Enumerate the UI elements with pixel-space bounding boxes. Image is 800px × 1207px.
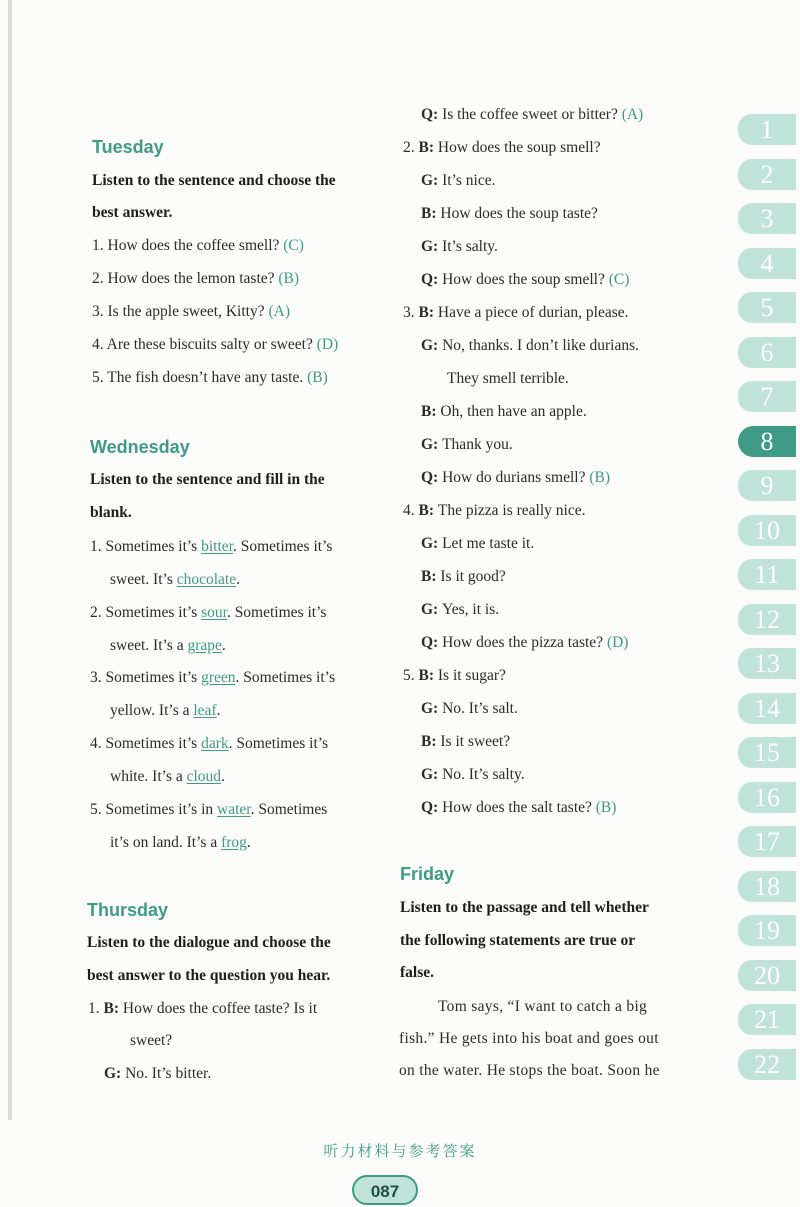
thursday-dialogue-line	[421, 567, 506, 587]
wednesday-instruction-2: blank.	[90, 504, 132, 521]
unit-tab-12[interactable]: 12	[738, 604, 796, 635]
unit-tab-1[interactable]: 1	[738, 114, 796, 145]
thursday-heading: Thursday	[87, 900, 169, 920]
unit-tab-2[interactable]: 2	[738, 159, 796, 190]
dialogue-text: How does the soup smell?	[442, 271, 605, 288]
thursday-dialogue-line	[421, 105, 643, 125]
thursday-dialogue-line	[421, 204, 598, 224]
thursday-dialogue-line	[421, 732, 510, 752]
speaker-label: B:	[421, 205, 441, 222]
speaker-label: Q:	[421, 271, 443, 288]
unit-tab-10[interactable]: 10	[738, 515, 796, 546]
wednesday-item-line2	[110, 833, 251, 853]
tuesday-item	[92, 302, 290, 322]
speaker-label: G:	[421, 238, 443, 255]
item-text: 5. Sometimes it’s in	[90, 801, 218, 818]
speaker-label: Q:	[421, 469, 443, 486]
dialogue-text: Is it sweet?	[440, 733, 511, 750]
friday-instruction-1: Listen to the passage and tell whether	[400, 899, 649, 916]
item-text: .	[246, 834, 251, 851]
answer-choice: (B)	[307, 369, 328, 386]
footer-title: 听力材料与参考答案	[323, 1142, 477, 1160]
fill-answer: water	[217, 801, 251, 818]
thursday-dialogue-line	[421, 798, 616, 818]
fill-answer: leaf	[193, 702, 217, 719]
unit-tab-16[interactable]: 16	[738, 782, 796, 813]
item-text: .	[221, 637, 226, 654]
item-text: 4. Sometimes it’s	[90, 735, 202, 752]
fill-answer: sour	[201, 604, 227, 621]
thursday-dialogue-line	[421, 468, 610, 488]
unit-tab-11[interactable]: 11	[738, 559, 796, 590]
fill-answer: frog	[221, 834, 247, 851]
thursday-dialogue-line	[403, 666, 506, 686]
dialogue-text: No. It’s salty.	[442, 766, 525, 783]
thursday-dialogue-line	[421, 435, 513, 455]
thursday-dialogue-line	[403, 501, 585, 521]
fill-answer: chocolate	[176, 571, 237, 588]
speaker-label: B:	[418, 304, 438, 321]
speaker-label: G:	[421, 700, 443, 717]
thursday-dialogue-line	[104, 1064, 211, 1084]
unit-tab-13[interactable]: 13	[738, 648, 796, 679]
item-text: 3. Is the apple sweet, Kitty?	[92, 303, 269, 320]
speaker-label: G:	[421, 436, 443, 453]
speaker-label: B:	[418, 667, 438, 684]
speaker-label: G:	[421, 535, 443, 552]
dialogue-text: Is the coffee sweet or bitter?	[442, 106, 618, 123]
tuesday-item	[92, 368, 328, 388]
dialogue-text: It’s salty.	[442, 238, 498, 255]
item-text: 1. How does the coffee smell?	[92, 237, 284, 254]
unit-tab-4[interactable]: 4	[738, 248, 796, 279]
fill-answer: green	[201, 669, 236, 686]
dialogue-text: Yes, it is.	[442, 601, 500, 618]
answer-choice: (C)	[604, 271, 630, 288]
unit-tab-8[interactable]: 8	[738, 426, 796, 457]
dialogue-text: It’s nice.	[442, 172, 496, 189]
thursday-dialogue-line	[421, 765, 525, 785]
answer-choice: (A)	[617, 106, 644, 123]
speaker-label: G:	[104, 1065, 126, 1082]
item-text: 5. The fish doesn’t have any taste.	[92, 369, 308, 386]
wednesday-item-line1	[90, 537, 332, 557]
item-text: 4. Are these biscuits salty or sweet?	[92, 336, 317, 353]
wednesday-item-line2	[110, 701, 220, 721]
speaker-label: B:	[421, 733, 441, 750]
unit-tab-20[interactable]: 20	[738, 960, 796, 991]
answer-choice: (D)	[316, 336, 339, 353]
speaker-label: Q:	[421, 106, 443, 123]
item-number: 3.	[403, 304, 419, 321]
unit-tab-21[interactable]: 21	[738, 1004, 796, 1035]
friday-instruction-3: false.	[400, 964, 435, 981]
item-text: 2. How does the lemon taste?	[92, 270, 279, 287]
thursday-dialogue-line	[421, 699, 518, 719]
wednesday-item-line1	[90, 734, 328, 754]
dialogue-text: How does the coffee taste? Is it	[122, 1000, 318, 1017]
item-text: . Sometimes it’s	[226, 604, 327, 621]
item-text: . Sometimes	[250, 801, 328, 818]
speaker-label: G:	[421, 172, 443, 189]
passage-line: on the water. He stops the boat. Soon he	[399, 1062, 660, 1079]
tuesday-instruction-1: Listen to the sentence and choose the	[92, 172, 336, 189]
item-text: .	[221, 768, 225, 785]
unit-tab-18[interactable]: 18	[738, 871, 796, 902]
speaker-label: B:	[418, 139, 438, 156]
item-text: . Sometimes it’s	[228, 735, 329, 752]
speaker-label: Q:	[421, 634, 443, 651]
unit-tab-14[interactable]: 14	[738, 693, 796, 724]
friday-heading: Friday	[400, 864, 455, 884]
unit-tab-3[interactable]: 3	[738, 203, 796, 234]
wednesday-item-line1	[90, 603, 326, 623]
answer-choice: (D)	[603, 634, 629, 651]
speaker-label: G:	[421, 337, 443, 354]
dialogue-text: How does the soup smell?	[437, 139, 601, 156]
thursday-dialogue-line	[447, 369, 569, 389]
thursday-dialogue-line	[421, 171, 495, 191]
unit-tab-7[interactable]: 7	[738, 381, 796, 412]
fill-answer: cloud	[186, 768, 222, 785]
tuesday-instruction-2: best answer.	[92, 204, 173, 221]
unit-tab-9[interactable]: 9	[738, 470, 796, 501]
speaker-label: Q:	[421, 799, 443, 816]
unit-tab-17[interactable]: 17	[738, 826, 796, 857]
answer-choice: (B)	[278, 270, 300, 287]
unit-tab-5[interactable]: 5	[738, 292, 796, 323]
thursday-dialogue-line	[421, 600, 499, 620]
speaker-label: B:	[103, 1000, 123, 1017]
tuesday-item	[92, 269, 299, 289]
wednesday-item-line2	[110, 636, 226, 656]
item-text: . Sometimes it’s	[232, 538, 333, 555]
speaker-label: G:	[421, 601, 443, 618]
thursday-dialogue-line	[421, 633, 628, 653]
friday-instruction-2: the following statements are true or	[400, 932, 636, 949]
thursday-dialogue-line	[403, 303, 629, 323]
speaker-label: B:	[421, 568, 441, 585]
dialogue-text: Is it sugar?	[437, 667, 506, 684]
unit-tab-22[interactable]: 22	[738, 1049, 796, 1080]
wednesday-instruction-1: Listen to the sentence and fill in the	[90, 471, 325, 488]
dialogue-text: They smell terrible.	[447, 370, 569, 387]
wednesday-item-line1	[90, 800, 327, 820]
speaker-label: G:	[421, 766, 443, 783]
wednesday-item-line1	[90, 668, 335, 688]
wednesday-item-line2	[110, 570, 240, 590]
unit-tab-6[interactable]: 6	[738, 337, 796, 368]
item-text: 2. Sometimes it’s	[90, 604, 202, 621]
thursday-dialogue-line	[88, 999, 317, 1019]
fill-answer: grape	[187, 637, 222, 654]
thursday-dialogue-line	[421, 237, 498, 257]
thursday-dialogue-line	[421, 402, 587, 422]
item-text: sweet. It’s	[110, 571, 177, 588]
item-number: 1.	[88, 1000, 104, 1017]
dialogue-text: No. It’s salt.	[442, 700, 518, 717]
page-gutter	[8, 0, 12, 1120]
unit-tab-15[interactable]: 15	[738, 737, 796, 768]
item-text: 1. Sometimes it’s	[90, 538, 202, 555]
wednesday-heading: Wednesday	[90, 437, 190, 457]
dialogue-text: Is it good?	[440, 568, 506, 585]
tuesday-item	[92, 335, 338, 355]
thursday-dialogue-line	[130, 1031, 172, 1051]
item-text: it’s on land. It’s a	[110, 834, 222, 851]
item-text: .	[236, 571, 240, 588]
dialogue-text: How does the soup taste?	[440, 205, 598, 222]
dialogue-text: Thank you.	[442, 436, 513, 453]
answer-choice: (A)	[268, 303, 291, 320]
page-number: 087	[352, 1175, 418, 1205]
tuesday-item	[92, 236, 304, 256]
item-text: .	[216, 702, 221, 719]
thursday-dialogue-line	[421, 336, 639, 356]
answer-choice: (C)	[283, 237, 304, 254]
dialogue-text: How do durians smell?	[442, 469, 586, 486]
dialogue-text: sweet?	[130, 1032, 173, 1049]
item-text: 3. Sometimes it’s	[90, 669, 202, 686]
speaker-label: B:	[421, 403, 441, 420]
thursday-dialogue-line	[421, 270, 629, 290]
dialogue-text: Oh, then have an apple.	[440, 403, 587, 420]
thursday-dialogue-line	[403, 138, 601, 158]
tuesday-heading: Tuesday	[92, 137, 164, 157]
wednesday-item-line2	[110, 767, 225, 787]
dialogue-text: No. It’s bitter.	[125, 1065, 212, 1082]
answer-choice: (B)	[591, 799, 617, 816]
item-number: 4.	[403, 502, 419, 519]
dialogue-text: How does the pizza taste?	[442, 634, 604, 651]
answer-choice: (B)	[585, 469, 610, 486]
item-text: white. It’s a	[110, 768, 187, 785]
thursday-instruction-2: best answer to the question you hear.	[87, 967, 331, 984]
item-text: sweet. It’s a	[110, 637, 188, 654]
fill-answer: bitter	[201, 538, 233, 555]
dialogue-text: The pizza is really nice.	[437, 502, 586, 519]
fill-answer: dark	[201, 735, 229, 752]
item-text: yellow. It’s a	[110, 702, 194, 719]
dialogue-text: How does the salt taste?	[442, 799, 592, 816]
thursday-dialogue-line	[421, 534, 534, 554]
unit-tab-19[interactable]: 19	[738, 915, 796, 946]
item-number: 5.	[403, 667, 419, 684]
thursday-instruction-1: Listen to the dialogue and choose the	[87, 934, 331, 951]
item-number: 2.	[403, 139, 419, 156]
item-text: . Sometimes it’s	[235, 669, 335, 686]
dialogue-text: No, thanks. I don’t like durians.	[442, 337, 639, 354]
passage-line: fish.” He gets into his boat and goes out	[399, 1030, 659, 1047]
passage-line: Tom says, “I want to catch a big	[438, 998, 648, 1015]
speaker-label: B:	[418, 502, 438, 519]
dialogue-text: Have a piece of durian, please.	[437, 304, 629, 321]
dialogue-text: Let me taste it.	[442, 535, 535, 552]
